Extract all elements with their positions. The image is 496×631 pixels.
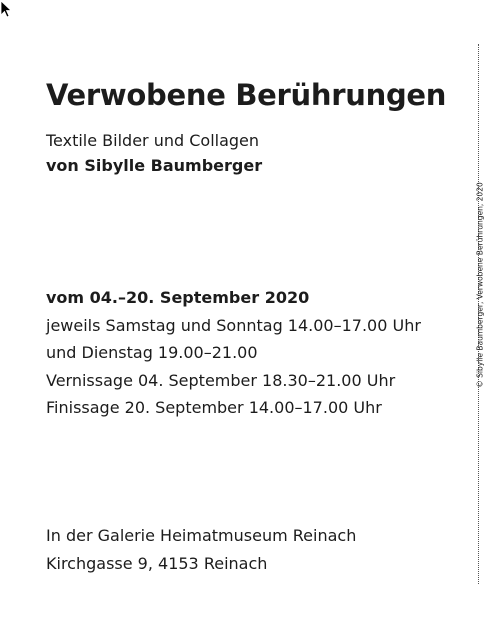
page-title: Verwobene Berührungen	[46, 78, 447, 112]
author-line: von Sibylle Baumberger	[46, 156, 263, 175]
copyright-notice: © Sibylle Baumberger, Verwobene Berührungen, 2020	[475, 182, 485, 388]
finissage-line: Finissage 20. September 14.00–17.00 Uhr	[46, 398, 382, 417]
vernissage-line: Vernissage 04. September 18.30–21.00 Uhr	[46, 370, 396, 390]
venue-address: Kirchgasse 9, 4153 Reinach	[46, 553, 268, 573]
venue-name: In der Galerie Heimatmuseum Reinach	[46, 526, 357, 545]
weekend-hours: jeweils Samstag und Sonntag 14.00–17.00 Uhr	[46, 315, 421, 335]
exhibition-period: vom 04.–20. September 2020	[46, 288, 310, 307]
venue-block	[46, 522, 356, 577]
tuesday-hours: und Dienstag 19.00–21.00	[46, 343, 258, 362]
schedule-block	[46, 284, 421, 422]
subtitle: Textile Bilder und Collagen	[46, 131, 260, 150]
mouse-pointer-icon	[0, 0, 12, 18]
